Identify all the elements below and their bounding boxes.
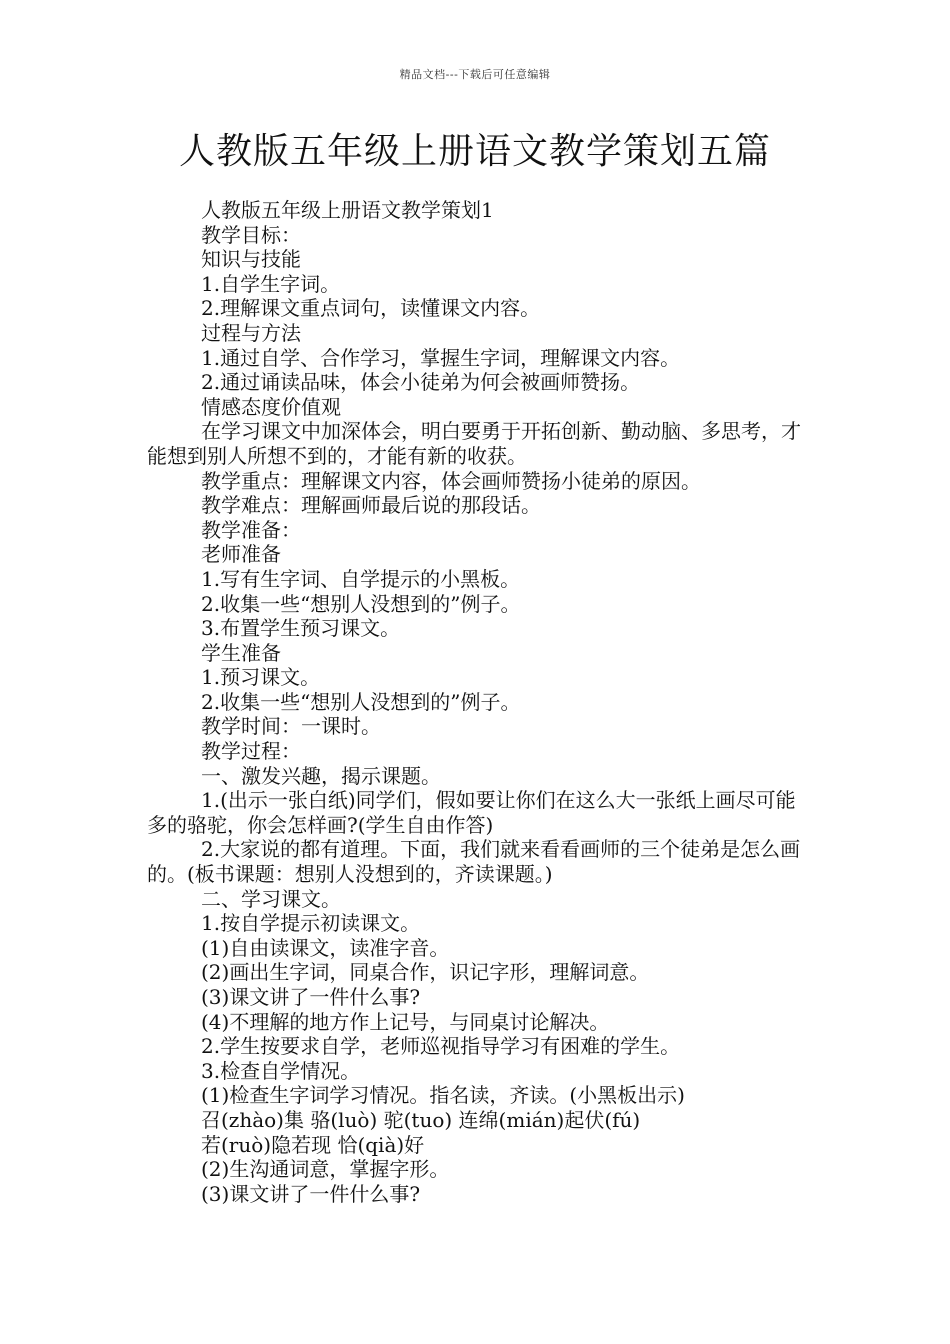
paragraph: 2.学生按要求自学，老师巡视指导学习有困难的学生。 (201, 1034, 681, 1059)
paragraph: 在学习课文中加深体会，明白要勇于开拓创新、勤动脑、多思考，才能想到别人所想不到的，才能有新的收获。 (147, 419, 801, 468)
paragraph: 过程与方法 (201, 320, 301, 345)
paragraph: 3.检查自学情况。 (201, 1058, 361, 1083)
paragraph: 2.收集一些“想别人没想到的”例子。 (201, 689, 521, 714)
paragraph: 一、激发兴趣，揭示课题。 (201, 763, 441, 788)
paragraph: 1.写有生字词、自学提示的小黑板。 (201, 566, 521, 591)
paragraph: 教学目标： (201, 222, 301, 247)
document-body (147, 198, 812, 1206)
paragraph: 1.自学生字词。 (201, 271, 341, 296)
paragraph: 2.收集一些“想别人没想到的”例子。 (201, 591, 521, 616)
paragraph: 教学准备： (201, 517, 301, 542)
paragraph: 教学重点：理解课文内容，体会画师赞扬小徒弟的原因。 (201, 468, 701, 493)
paragraph: 2.通过诵读品味，体会小徒弟为何会被画师赞扬。 (201, 370, 641, 395)
paragraph: (1)检查生字词学习情况。指名读，齐读。(小黑板出示) (201, 1083, 685, 1108)
paragraph: 教学时间：一课时。 (201, 714, 381, 739)
paragraph: 学生准备 (201, 640, 281, 665)
paragraph: 若(ruò)隐若现 恰(qià)好 (201, 1132, 425, 1157)
document-title: 人教版五年级上册语文教学策划五篇 (178, 131, 771, 172)
paragraph: (2)生沟通词意，掌握字形。 (201, 1157, 450, 1182)
paragraph: (3)课文讲了一件什么事? (201, 1181, 421, 1206)
paragraph: 1.预习课文。 (201, 665, 321, 690)
paragraph: 2.理解课文重点词句，读懂课文内容。 (201, 296, 541, 321)
paragraph: 人教版五年级上册语文教学策划1 (201, 198, 494, 222)
paragraph: 1.按自学提示初读课文。 (201, 911, 421, 936)
paragraph: 教学难点：理解画师最后说的那段话。 (201, 493, 541, 518)
paragraph: 3.布置学生预习课文。 (201, 616, 401, 641)
paragraph: (4)不理解的地方作上记号，与同桌讨论解决。 (201, 1009, 610, 1034)
paragraph: 2.大家说的都有道理。下面，我们就来看看画师的三个徒弟是怎么画的。(板书课题：想别人没想到的，齐读课题。) (147, 837, 801, 887)
paragraph: 二、学习课文。 (201, 886, 341, 911)
paragraph: 情感态度价值观 (201, 394, 341, 419)
paragraph: 知识与技能 (201, 247, 301, 272)
paragraph: (2)画出生字词，同桌合作，识记字形，理解词意。 (201, 960, 650, 985)
paragraph: 教学过程： (201, 739, 301, 764)
paragraph: 1.通过自学、合作学习，掌握生字词，理解课文内容。 (201, 345, 681, 370)
paragraph: (1)自由读课文，读准字音。 (201, 935, 450, 960)
paragraph: 召(zhào)集 骆(luò) 驼(tuo) 连绵(mián)起伏(fú) (201, 1107, 641, 1132)
paragraph: 老师准备 (201, 542, 281, 567)
paragraph: (3)课文讲了一件什么事? (201, 985, 421, 1009)
page-header: 精品文档---下载后可任意编辑 (399, 68, 551, 81)
paragraph: 1.(出示一张白纸)同学们，假如要让你们在这么大一张纸上画尽可能多的骆驼，你会怎样画?(学生自由作答) (147, 788, 796, 837)
